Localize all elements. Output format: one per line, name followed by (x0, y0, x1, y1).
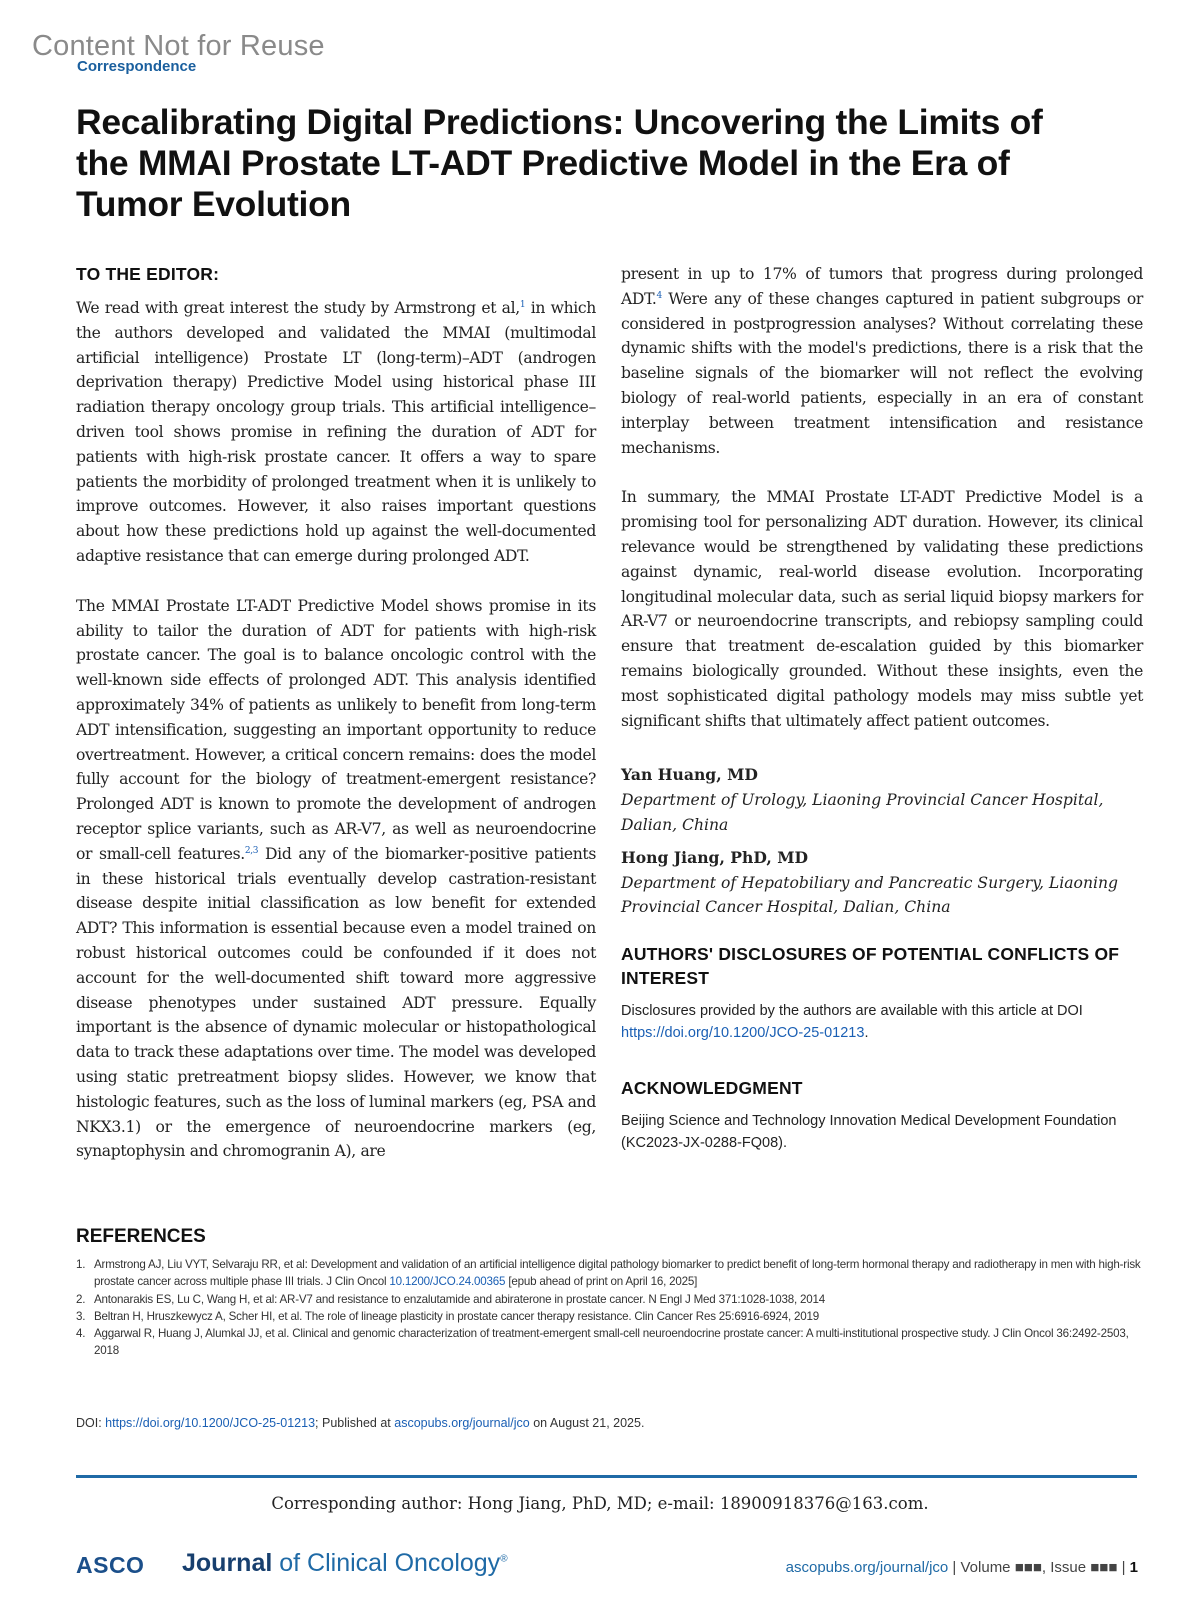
disclosures-text (621, 1000, 1143, 1044)
journal-logo-bold: Journal (182, 1549, 273, 1577)
footer-site-link[interactable]: ascopubs.org/journal/jco (785, 1559, 949, 1576)
journal-logo-rest: of Clinical Oncology (272, 1549, 501, 1577)
right-column (621, 262, 1143, 1154)
doi-link[interactable]: https://doi.org/10.1200/JCO-25-01213 (105, 1416, 316, 1430)
paragraph-3-text-a: present in up to 17% of tumors that progress during prolonged ADT. (621, 265, 1143, 308)
paragraph-3-text-b: Were any of these changes captured in patient subgroups or considered in postprogression analyses? Without correlating these dynamic shifts with the model's predictions, there is a risk that the baseline signals of the biomarker will not reflect the evolving biology of real-world patients, especially in an era of constant interplay between treatment intensification and resistance mechanisms. (621, 289, 1143, 457)
paragraph-1-text-b: in which the authors developed and validated the MMAI (multimodal artificial intelligence) Prostate LT (long-term)–ADT (androgen deprivation therapy) Predictive Model using historical phase III radiation therapy oncology group trials. This artificial intelligence–driven tool shows promise in refining the duration of ADT for patients with high-risk prostate cancer. It offers a way to spare patients the morbidity of prolonged treatment when it is unlikely to improve outcomes. However, it also raises important questions about how these predictions hold up against the well-documented adaptive resistance that can emerge during prolonged ADT. (76, 299, 596, 565)
disclosures-text-body: Disclosures provided by the authors are available with this article at DOI (621, 1003, 1083, 1020)
footer-divider (76, 1475, 1137, 1478)
disclosures-doi-link[interactable]: https://doi.org/10.1200/JCO-25-01213 (621, 1025, 865, 1042)
paragraph-2-text-a: The MMAI Prostate LT-ADT Predictive Model shows promise in its ability to tailor the duration of ADT for patients with high-risk prostate cancer. The goal is to balance oncologic control with the well-known side effects of prolonged ADT. This analysis identified approximately 34% of patients as unlikely to benefit from long-term ADT intensification, suggesting an important opportunity to reduce overtreatment. However, a critical concern remains: does the model fully account for the biology of treatment-emergent resistance? Prolonged ADT is known to promote the development of androgen receptor splice variants, such as AR-V7, as well as neuroendocrine or small-cell features. (76, 596, 596, 863)
acknowledgment-heading: ACKNOWLEDGMENT (621, 1078, 803, 1099)
citation-2-3[interactable]: 2,3 (244, 845, 259, 856)
reference-item (76, 1308, 1146, 1325)
paragraph-4: In summary, the MMAI Prostate LT-ADT Predictive Model is a promising tool for personalizing ADT duration. However, its clinical relevance would be strengthened by validating these predictions against dynamic, real-world disease evolution. Incorporating longitudinal molecular data, such as serial liquid biopsy markers for AR-V7 or neuroendocrine transcripts, and rebiopsy sampling could ensure that treatment de-escalation guided by this biomarker remains biologically grounded. Without these insights, even the most sophisticated digital pathology models may miss subtle yet significant shifts that ultimately affect patient outcomes. (621, 488, 1143, 730)
footer-page-info (786, 1559, 1138, 1576)
author-block-1 (621, 763, 1143, 837)
acknowledgment-text: Beijing Science and Technology Innovation Medical Development Foundation (KC2023-JX-0288-FQ08). (621, 1113, 1117, 1152)
paragraph-2-text-b: Did any of the biomarker-positive patients in these historical trials eventually develop castration-resistant disease despite initial classification as low benefit for extended ADT? This information is essential because even a model trained on robust historical outcomes could be confounded if it does not account for the well-documented shift toward more aggressive disease phenotypes under sustained ADT pressure. Equally important is the absence of dynamic molecular or histopathological data to track these adaptations over time. The model was developed using static pretreatment biopsy slides. However, we know that histologic features, such as the loss of luminal markers (eg, PSA and NKX3.1) or the emergence of neuroendocrine markers (eg, synaptophysin and chromogranin A), are (76, 844, 596, 1161)
disclosures-text-end: . (864, 1025, 869, 1042)
reference-text: Antonarakis ES, Lu C, Wang H, et al: AR-V7 and resistance to enzalutamide and abiraterone in prostate cancer. N Engl J Med 371:1028-1038, 2014 (94, 1292, 826, 1306)
section-tag: Correspondence (77, 58, 197, 75)
author-affiliation: Department of Urology, Liaoning Provincial Cancer Hospital, Dalian, China (621, 791, 1104, 834)
reference-text-b: [epub ahead of print on April 16, 2025] (505, 1275, 698, 1289)
author-name: Yan Huang, MD (621, 765, 758, 785)
citation-1[interactable]: 1 (519, 299, 526, 310)
journal-site-link[interactable]: ascopubs.org/journal/jco (394, 1416, 530, 1430)
reference-number: 1. (76, 1258, 86, 1271)
journal-logo (182, 1549, 508, 1578)
reference-text: Aggarwal R, Huang J, Alumkal JJ, et al. Clinical and genomic characterization of treatment-emergent small-cell neuroendocrine prostate cancer: A multi-institutional prospective study. J Clin Oncol 36:2492-2503, 2018 (94, 1327, 1129, 1358)
citation-4[interactable]: 4 (656, 290, 662, 301)
registered-mark: ® (500, 1553, 508, 1565)
reference-text: Beltran H, Hruszkewycz A, Scher HI, et al. The role of lineage plasticity in prostate cancer therapy resistance. Clin Cancer Res 25:6916-6924, 2019 (94, 1309, 820, 1323)
disclosures-heading: AUTHORS' DISCLOSURES OF POTENTIAL CONFLICTS OF INTEREST (621, 944, 1120, 989)
paragraph-1 (76, 296, 596, 569)
asco-logo: ASCO (76, 1552, 145, 1578)
doi-mid: ; Published at (315, 1416, 395, 1430)
paragraph-2 (76, 594, 596, 1164)
corresponding-author: Corresponding author: Hong Jiang, PhD, MD; e-mail: 18900918376@163.com. (271, 1494, 929, 1513)
watermark: Content Not for Reuse (32, 30, 325, 62)
reference-number: 4. (76, 1327, 86, 1341)
reference-number: 3. (76, 1309, 86, 1323)
references-heading: REFERENCES (76, 1226, 206, 1247)
reference-item (76, 1325, 1146, 1360)
footer-volume: | Volume ■■■, Issue ■■■ | (948, 1559, 1130, 1576)
editor-heading: TO THE EDITOR: (76, 264, 220, 284)
reference-doi-link[interactable]: 10.1200/JCO.24.00365 (389, 1275, 506, 1289)
author-block-2 (621, 846, 1143, 920)
article-title: Recalibrating Digital Predictions: Uncovering the Limits of the MMAI Prostate LT-ADT Predictive Model in the Era of Tumor Evolution (76, 102, 1043, 224)
paragraph-1-text-a: We read with great interest the study by Armstrong et al, (76, 299, 520, 317)
left-column (76, 262, 596, 1164)
references-section (76, 1226, 1146, 1360)
page-number: 1 (1129, 1559, 1138, 1576)
paragraph-3 (621, 262, 1143, 460)
reference-item (76, 1291, 1146, 1308)
doi-line (76, 1416, 644, 1430)
reference-text (94, 1256, 1146, 1291)
reference-item (76, 1256, 1146, 1291)
reference-number: 2. (76, 1292, 86, 1306)
reference-text-a: Armstrong AJ, Liu VYT, Selvaraju RR, et al: Development and validation of an artificial intelligence digital pathology biomarker to predict benefit of long-term hormonal therapy and radiotherapy in men with high-risk prostate cancer across multiple phase III trials. J Clin Oncol (94, 1258, 1141, 1289)
author-name: Hong Jiang, PhD, MD (621, 847, 808, 867)
doi-suffix: on August 21, 2025. (529, 1416, 645, 1430)
author-affiliation: Department of Hepatobiliary and Pancreatic Surgery, Liaoning Provincial Cancer Hospital, Dalian, China (621, 873, 1118, 917)
doi-prefix: DOI: (76, 1416, 106, 1430)
